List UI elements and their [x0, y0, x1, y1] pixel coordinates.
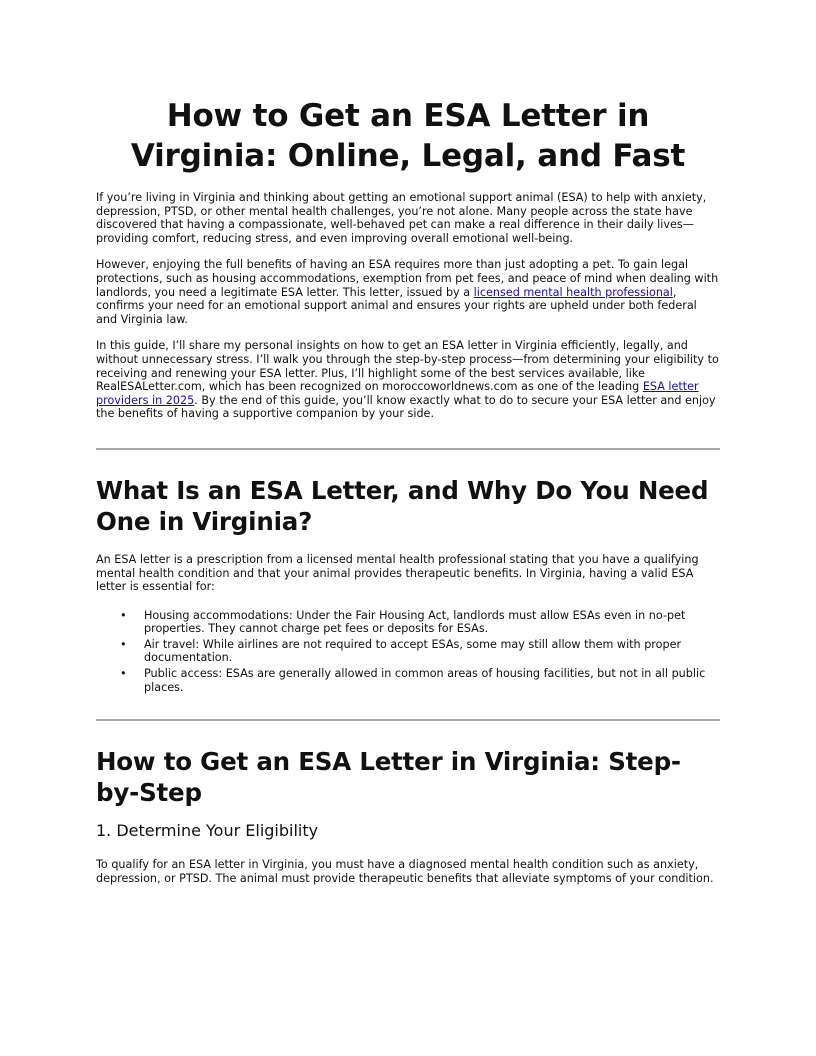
esa-providers-link[interactable]: ESA letter providers in 2025: [96, 380, 699, 407]
list-item: • Public access: ESAs are generally allowed in common areas of housing facilities, but not in all public places.: [144, 667, 720, 694]
section-divider-1: [96, 448, 720, 450]
intro-p2-text-before: However, enjoying the full benefits of having an ESA requires more than just adopting a pet. To gain legal protections, such as housing accommodations, exemption from pet fees, and peace of mind when dealing with landlords, you need a legitimate ESA letter. This letter, issued by a: [96, 258, 719, 299]
step1-heading: 1. Determine Your Eligibility: [96, 821, 319, 841]
intro-p3-text-before: In this guide, I’ll share my personal insights on how to get an ESA letter in Virginia efficiently, legally, and without unnecessary stress. I’ll walk you through the step-by-step process—from determining your eligibility to receiving and renewing your ESA letter. Plus, I’ll highlight some of the best services available, like RealESALetter.com, which has been recognized on moroccoworldnews.com as one of the leading: [96, 339, 719, 394]
intro-paragraph-1: If you’re living in Virginia and thinking about getting an emotional support animal (ESA) to help with anxiety, depression, PTSD, or other mental health challenges, you’re not alone. Many people across the state have discovered that having a compassionate, well-behaved pet can make a real difference in their daily lives—providing comfort, reducing stress, and even improving overall emotional well-being.: [96, 191, 707, 245]
section1-paragraph: An ESA letter is a prescription from a licensed mental health professional stating that you have a qualifying mental health condition and that your animal provides therapeutic benefits. In Virginia, having a valid ESA letter is essential for:: [96, 552, 699, 594]
intro-paragraph-3: [96, 339, 720, 421]
licensed-professional-link[interactable]: licensed mental health professional: [473, 285, 673, 299]
intro-p3-text-after: . By the end of this guide, you’ll know exactly what to do to secure your ESA letter and enjoy the benefits of having a supportive companion by your side.: [96, 393, 716, 421]
list-item: • Air travel: While airlines are not required to accept ESAs, some may still allow them with proper documentation.: [144, 638, 720, 665]
step1-paragraph: To qualify for an ESA letter in Virginia, you must have a diagnosed mental health condition such as anxiety, depression, or PTSD. The animal must provide therapeutic benefits that alleviate symptoms of your condition.: [96, 858, 714, 885]
section2-heading: How to Get an ESA Letter in Virginia: Step-by-Step: [96, 747, 681, 808]
intro-p2-text-after: , confirms your need for an emotional support animal and ensures your rights are upheld under both federal and Virginia law.: [96, 285, 697, 326]
article-title: How to Get an ESA Letter in Virginia: Online, Legal, and Fast: [130, 98, 686, 174]
document-page: [96, 96, 720, 885]
list-item: • Housing accommodations: Under the Fair Housing Act, landlords must allow ESAs even in no-pet properties. They cannot charge pet fees or deposits for ESAs.: [144, 609, 720, 636]
section-divider-2: [96, 719, 720, 721]
intro-paragraph-2: [96, 258, 720, 326]
section1-bullet-list: [96, 609, 720, 695]
section1-heading: What Is an ESA Letter, and Why Do You Need One in Virginia?: [96, 475, 709, 536]
